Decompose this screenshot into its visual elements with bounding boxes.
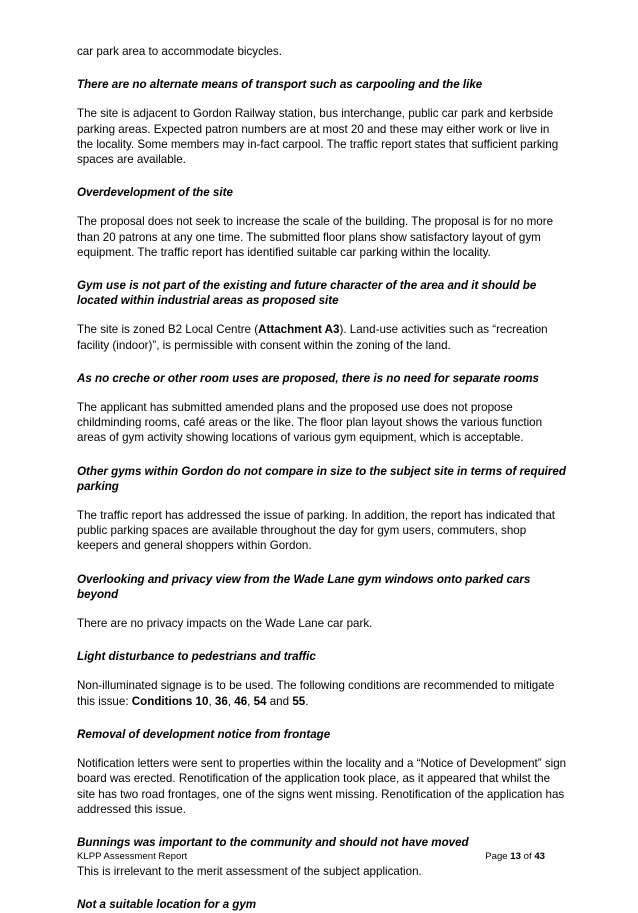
footer-report-name: KLPP Assessment Report xyxy=(77,851,188,862)
page-label: Page xyxy=(485,851,508,862)
current-page: 13 xyxy=(510,851,521,862)
body-other-gyms: The traffic report has addressed the issue of parking. In addition, the report has indicated that public parking spaces are available throughout the day for gym users, commuters, shop keepers and general shoppers within Gordon. xyxy=(77,509,555,553)
body-light-disturbance: Non-illuminated signage is to be used. The following conditions are recommended to mitigate this issue: Conditions 10, 36, 46, 54 and 55. xyxy=(77,679,555,708)
body-carpooling: The site is adjacent to Gordon Railway station, bus interchange, public car park and kerbside parking areas. Expected patron numbers are at most 20 and these may either work or live in the locality. Some members may in-fact carpool. The traffic report states that sufficient parking spaces are available. xyxy=(77,107,559,167)
heading-overdevelopment: Overdevelopment of the site xyxy=(77,186,233,200)
condition-ref-2: 36 xyxy=(214,694,228,708)
attachment-reference: Attachment A3 xyxy=(258,323,340,337)
heading-gym-character: Gym use is not part of the existing and future character of the area and it should be located within industrial areas as proposed site xyxy=(77,279,537,308)
heading-light-disturbance: Light disturbance to pedestrians and traffic xyxy=(77,650,316,664)
heading-notice-removal: Removal of development notice from frontage xyxy=(77,727,331,741)
heading-creche: As no creche or other room uses are proposed, there is no need for separate rooms xyxy=(77,371,539,385)
body-creche: The applicant has submitted amended plans and the proposed use does not propose childminding rooms, café areas or the like. The floor plan layout shows the various function areas of gym activity showing locations of various gym equipment, which is acceptable. xyxy=(77,401,543,445)
total-pages: 43 xyxy=(534,851,545,862)
condition-ref-3: 46 xyxy=(234,694,248,708)
intro-text: car park area to accommodate bicycles. xyxy=(77,45,282,58)
condition-ref-4: 54 xyxy=(253,694,267,708)
heading-bunnings: Bunnings was important to the community and should not have moved xyxy=(77,835,469,849)
body-light-pre: Non-illuminated signage is to be used. The following conditions are recommended to mitigate this issue: xyxy=(77,679,555,708)
heading-other-gyms: Other gyms within Gordon do not compare in size to the subject site in terms of required parking xyxy=(77,464,566,493)
body-privacy: There are no privacy impacts on the Wade Lane car park. xyxy=(77,617,373,631)
page-footer xyxy=(77,851,545,862)
document-page xyxy=(77,44,567,913)
body-gym-character-post: ). Land-use activities such as “recreation facility (indoor)”, is permissible with consent within the zoning of the land. xyxy=(77,323,548,352)
condition-ref-5: 55 xyxy=(292,694,306,708)
body-gym-character-pre: The site is zoned B2 Local Centre ( xyxy=(77,323,259,337)
body-notice-removal: Notification letters were sent to properties within the locality and a “Notice of Development” sign board was erected. Renotification of the application took place, as it appeared that whilst the site has two road frontages, one of the signs went missing. Renotification of the application has addressed this issue. xyxy=(77,757,567,816)
heading-location: Not a suitable location for a gym xyxy=(77,898,257,912)
heading-privacy: Overlooking and privacy view from the Wade Lane gym windows onto parked cars beyond xyxy=(77,572,531,601)
footer-page-number xyxy=(485,851,545,862)
body-gym-character xyxy=(77,322,567,352)
body-overdevelopment: The proposal does not seek to increase the scale of the building. The proposal is for no more than 20 patrons at any one time. The submitted floor plans show satisfactory layout of gym equipment. The traffic report has identified suitable car parking within the locality. xyxy=(77,215,554,259)
body-bunnings: This is irrelevant to the merit assessment of the subject application. xyxy=(77,865,422,879)
of-label: of xyxy=(523,851,532,862)
condition-ref-1: Conditions 10 xyxy=(131,694,209,708)
heading-carpooling: There are no alternate means of transport such as carpooling and the like xyxy=(77,78,483,92)
